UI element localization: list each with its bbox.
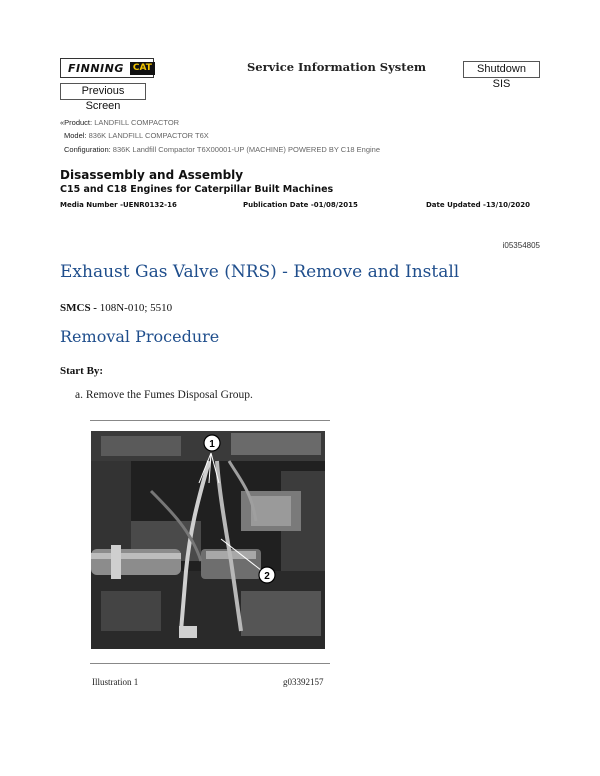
model-key: Model: bbox=[64, 131, 87, 140]
illustration-caption: Illustration 1 bbox=[92, 677, 139, 687]
callout-2 bbox=[259, 567, 275, 583]
document-id: i05354805 bbox=[502, 241, 540, 250]
logo-text: FINNING bbox=[68, 61, 124, 75]
configuration-value: 836K Landfill Compactor T6X00001-UP (MACHINE) POWERED BY C18 Engine bbox=[112, 145, 380, 154]
manual-subtitle: C15 and C18 Engines for Caterpillar Built Machines bbox=[60, 184, 334, 195]
cat-badge: CAT bbox=[130, 62, 155, 75]
system-title: Service Information System bbox=[247, 60, 427, 74]
media-number: Media Number -UENR0132-16 bbox=[60, 201, 177, 209]
smcs-line bbox=[60, 302, 172, 314]
model-row bbox=[64, 131, 209, 140]
product-key[interactable]: «Product: bbox=[60, 118, 93, 127]
step-a: a. Remove the Fumes Disposal Group. bbox=[75, 389, 253, 401]
figure-bottom-rule bbox=[90, 663, 330, 664]
date-updated: Date Updated -13/10/2020 bbox=[426, 201, 531, 209]
figure-top-rule bbox=[90, 420, 330, 421]
shutdown-sis-button[interactable]: Shutdown SIS bbox=[463, 61, 540, 78]
smcs-label: SMCS - bbox=[60, 302, 97, 314]
configuration-row bbox=[64, 145, 380, 154]
finning-cat-logo bbox=[60, 58, 154, 78]
illustration-code: g03392157 bbox=[283, 677, 324, 687]
callout-2-label: 2 bbox=[264, 571, 270, 582]
engine-illustration bbox=[91, 431, 325, 649]
section-title: Removal Procedure bbox=[60, 327, 220, 346]
product-value: LANDFILL COMPACTOR bbox=[94, 118, 180, 127]
smcs-value: 108N-010; 5510 bbox=[99, 302, 173, 314]
product-row bbox=[60, 118, 179, 127]
callout-1-label: 1 bbox=[209, 439, 215, 450]
previous-screen-button[interactable]: Previous Screen bbox=[60, 83, 146, 100]
callout-1 bbox=[204, 435, 220, 451]
model-value: 836K LANDFILL COMPACTOR T6X bbox=[88, 131, 209, 140]
manual-title: Disassembly and Assembly bbox=[60, 168, 244, 182]
article-title: Exhaust Gas Valve (NRS) - Remove and Install bbox=[60, 262, 460, 282]
configuration-key: Configuration: bbox=[64, 145, 111, 154]
publication-date: Publication Date -01/08/2015 bbox=[243, 201, 358, 209]
start-by-label: Start By: bbox=[60, 365, 104, 377]
